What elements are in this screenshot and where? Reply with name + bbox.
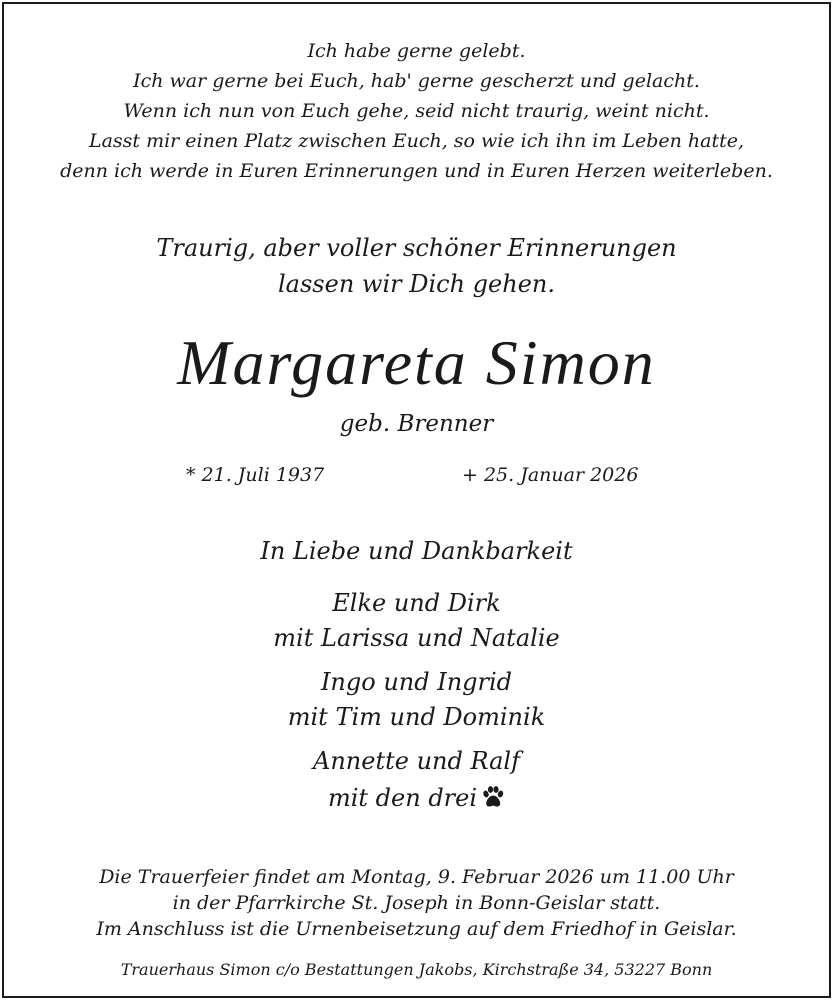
family-line: mit den drei	[327, 784, 478, 812]
paw-print-icon	[481, 785, 505, 815]
family-line: mit Larissa und Natalie	[273, 624, 560, 652]
intro-line: Traurig, aber voller schöner Erinnerungen	[156, 234, 677, 262]
family-line: Ingo und Ingrid	[320, 668, 513, 696]
family-line: Annette und Ralf	[313, 747, 520, 775]
poem-line: Ich war gerne bei Euch, hab' gerne gescherzt und gelacht.	[133, 70, 700, 92]
dedication: In Liebe und Dankbarkeit	[260, 537, 573, 565]
poem-line: denn ich werde in Euren Erinnerungen und in Euren Herzen weiterleben.	[60, 160, 773, 182]
family-line: mit Tim und Dominik	[287, 703, 546, 731]
poem-line: Lasst mir einen Platz zwischen Euch, so wie ich ihn im Leben hatte,	[88, 130, 745, 152]
poem-line: Ich habe gerne gelebt.	[307, 40, 526, 62]
deceased-name: Margareta Simon	[177, 327, 656, 398]
family-line-with-paw	[4, 784, 829, 815]
birth-name: geb. Brenner	[339, 411, 494, 437]
obituary-notice	[2, 2, 831, 998]
ceremony-line: Die Trauerfeier findet am Montag, 9. Februar 2026 um 11.00 Uhr	[99, 866, 734, 888]
intro-line: lassen wir Dich gehen.	[278, 270, 555, 298]
family-line: Elke und Dirk	[332, 589, 501, 617]
ceremony-line: Im Anschluss ist die Urnenbeisetzung auf dem Friedhof in Geislar.	[96, 918, 737, 940]
ceremony-line: in der Pfarrkirche St. Joseph in Bonn-Geislar statt.	[172, 892, 661, 914]
mourning-address: Trauerhaus Simon c/o Bestattungen Jakobs, Kirchstraße 34, 53227 Bonn	[120, 960, 713, 979]
poem-line: Wenn ich nun von Euch gehe, seid nicht traurig, weint nicht.	[123, 100, 710, 122]
death-date: + 25. Januar 2026	[462, 464, 639, 486]
birth-date: * 21. Juli 1937	[186, 464, 325, 486]
